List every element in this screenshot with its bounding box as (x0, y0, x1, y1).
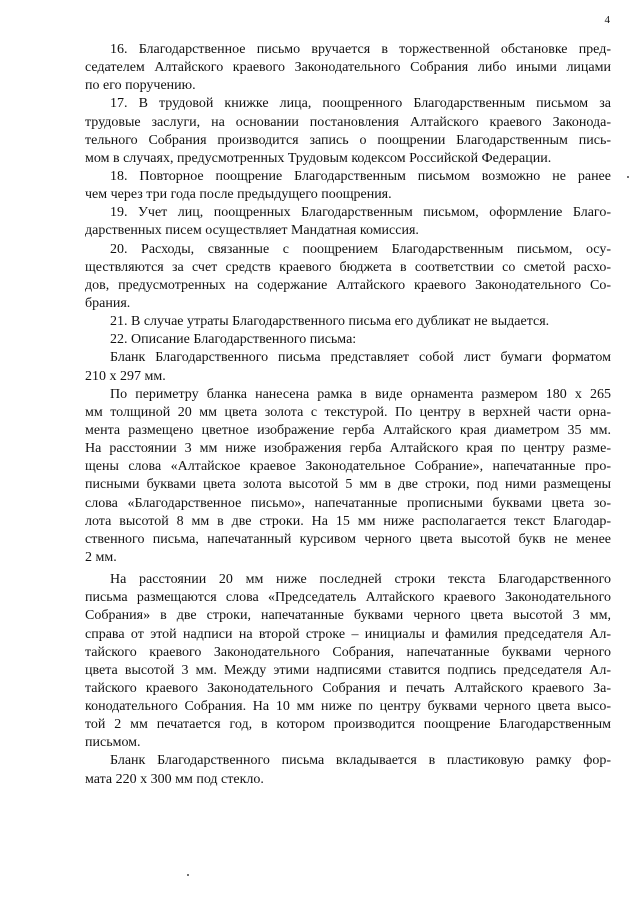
paragraph-p21 (85, 313, 611, 331)
text-line: трудовые заслуги, на основании постановления Алтайского краевого Законода- (85, 114, 611, 130)
text-line: Собрания» в две строки, напечатанные буквами черного цвета высотой 3 мм, (85, 608, 611, 624)
text-line: письмом. (85, 735, 141, 751)
text-line: 2 мм. (85, 549, 117, 565)
paragraph-p22d (85, 752, 611, 788)
text-line: конодательного Собрания. На 10 мм ниже по центру буквами черного цвета высо- (85, 699, 611, 715)
text-line: 17. В трудовой книжке лица, поощренного Благодарственным письмом за (110, 96, 611, 112)
text-line: 18. Повторное поощрение Благодарственным письмом возможно не ранее (110, 168, 611, 184)
text-line: 16. Благодарственное письмо вручается в торжественной обстановке пред- (110, 42, 611, 57)
paragraph-p22c (85, 571, 611, 752)
text-line: справа от этой надписи на второй строке – инициалы и фамилия председателя Ал- (85, 626, 611, 642)
paragraph-p18 (85, 168, 611, 204)
text-line: письма размещаются слова «Председатель Алтайского краевого Законодательного (85, 590, 611, 606)
text-line: 22. Описание Благодарственного письма: (110, 332, 357, 348)
text-line: писными буквами цвета золота высотой 5 мм в две строки, под ними размещены (85, 477, 611, 493)
text-line: 210 х 297 мм. (85, 368, 166, 384)
page-number: 4 (604, 14, 610, 26)
text-line: седателем Алтайского краевого Законодательного Собрания либо иными лицами (85, 60, 611, 76)
paragraph-p22a (85, 349, 611, 385)
paragraph-p22b (85, 386, 611, 567)
text-line: той 2 мм печатается год, в котором производится поощрение Благодарственным (85, 717, 611, 733)
paragraph-p17 (85, 95, 611, 168)
text-line: ществляются за счет средств краевого бюджета в соответствии со сметой расхо- (85, 259, 611, 275)
paragraph-p22 (85, 331, 611, 349)
text-line: цвета высотой 3 мм. Между этими надписями ставится подпись председателя Ал- (85, 662, 611, 678)
text-line: тайского краевого Законодательного Собрания и печать Алтайского краевого За- (85, 680, 611, 696)
paragraph-p19 (85, 204, 611, 240)
paragraph-p20 (85, 241, 611, 314)
text-line: дарственных писем осуществляет Мандатная комиссия. (85, 223, 419, 239)
text-line: мата 220 х 300 мм под стекло. (85, 771, 264, 787)
text-line: тайского краевого Законодательного Собрания, напечатанные буквами черного (85, 644, 611, 660)
document-body (85, 41, 611, 789)
text-line: по его поручению. (85, 78, 196, 94)
text-line: Бланк Благодарственного письма представляет собой лист бумаги форматом (110, 350, 611, 366)
text-line: Бланк Благодарственного письма вкладывается в пластиковую рамку фор- (110, 753, 611, 769)
paragraph-p16 (85, 41, 611, 95)
text-line: На расстоянии 20 мм ниже последней строки текста Благодарственного (110, 572, 611, 588)
text-line: дов, предусмотренных на содержание Алтайского краевого Законодательного Со- (85, 277, 611, 293)
text-line: На расстоянии 3 мм ниже изображения герба Алтайского края по центру разме- (85, 441, 611, 457)
text-line: 20. Расходы, связанные с поощрением Благодарственным письмом, осу- (110, 241, 611, 257)
text-line: чем через три года после предыдущего поощрения. (85, 187, 392, 203)
text-line: щены слова «Алтайское краевое Законодательное Собрание», напечатанные про- (85, 459, 611, 475)
text-line: 19. Учет лиц, поощренных Благодарственным письмом, оформление Благо- (110, 205, 611, 221)
text-line: слова «Благодарственное письмо», напечатанные прописными буквами цвета зо- (85, 495, 611, 511)
scan-speck (187, 874, 189, 876)
text-line: 21. В случае утраты Благодарственного письма его дубликат не выдается. (110, 314, 550, 330)
text-line: лота высотой 8 мм в две строки. На 15 мм ниже располагается текст Благодар- (85, 513, 611, 529)
text-line: тельного Собрания производится запись о поощрении Благодарственным пись- (85, 132, 611, 148)
text-line: ственного письма, напечатанный курсивом черного цвета высотой букв не менее (85, 531, 611, 547)
text-line: По периметру бланка нанесена рамка в виде орнамента размером 180 х 265 (110, 386, 611, 402)
text-line: брания. (85, 295, 131, 311)
text-line: мента размещено цветное изображение герба Алтайского края диаметром 35 мм. (85, 422, 611, 438)
scan-speck (627, 176, 629, 178)
text-line: мм толщиной 20 мм цвета золота с текстурой. По центру в верхней части орна- (85, 404, 611, 420)
text-line: мом в случаях, предусмотренных Трудовым кодексом Российской Федерации. (85, 150, 552, 166)
